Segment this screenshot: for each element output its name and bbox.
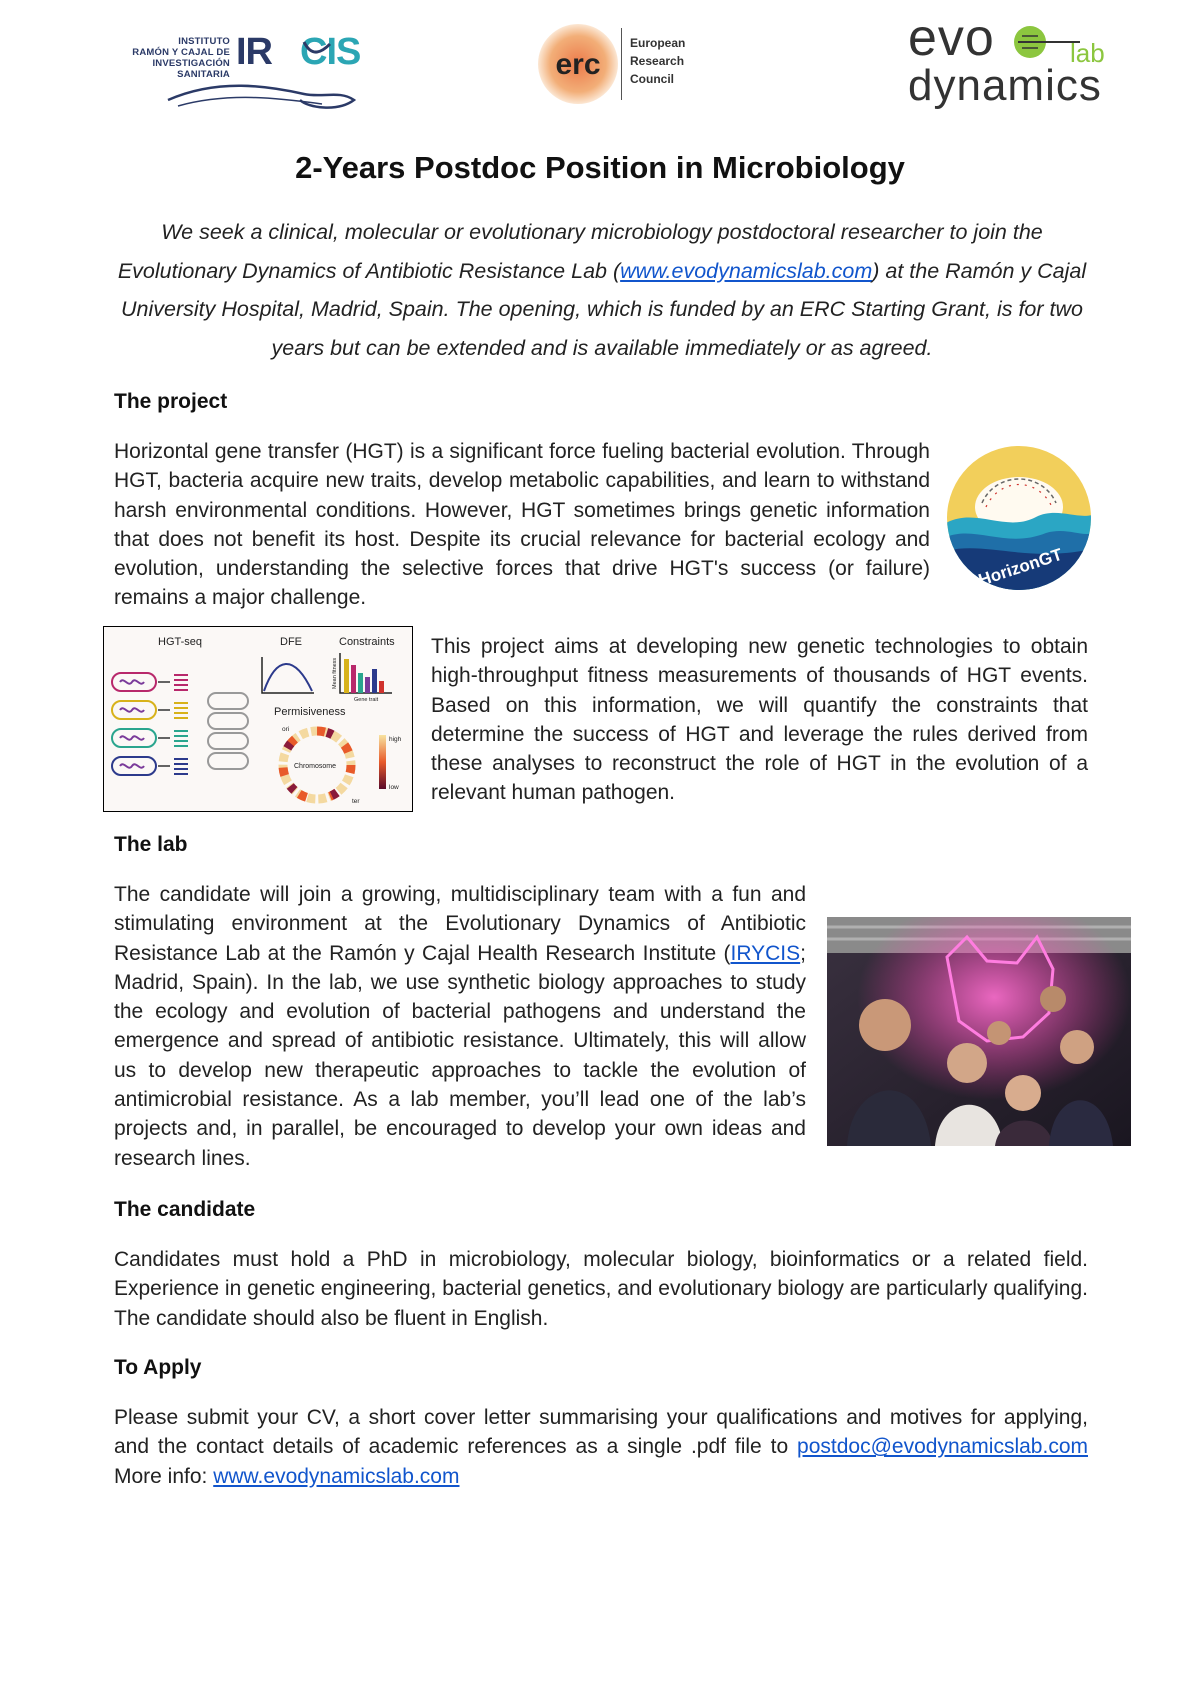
intro-website-link[interactable]: www.evodynamicslab.com	[620, 258, 873, 283]
candidate-heading: The candidate	[114, 1198, 256, 1221]
irycis-logo-mark: IR CIS	[236, 31, 361, 73]
evo-logo-top: evo	[908, 9, 995, 67]
erc-dots-icon	[535, 22, 621, 106]
candidate-paragraph: Candidates must hold a PhD in microbiology, molecular biology, bioinformatics or a related field. Experience in genetic engineering, bacterial genetics, and evolutionary biology are particularly qualifying. The candidate should also be fluent in English.	[114, 1248, 1088, 1330]
bacteria-cells-icon	[112, 673, 170, 775]
svg-text:Chromosome: Chromosome	[294, 763, 337, 770]
lab-paragraph: The candidate will join a growing, multidisciplinary team with a fun and stimulating environment at the Evolutionary Dynamics of Antibiotic Resistance Lab at the Ramón y Cajal Health Research Institute (IRYCIS; Madrid, Spain). In the lab, we use synthetic biology approaches to study the ecology and evolution of bacterial pathogens and understand the emergence and spread of antibiotic resistance. Ultimately, this will allow us to develop new therapeutic approaches to tackle the evolution of antimicrobial resistance. As a lab member, you’ll lead one of the lab’s projects and, in parallel, be encouraged to develop your own ideas and research lines.	[114, 883, 806, 1170]
erc-logo	[535, 22, 695, 106]
dfe-curve-icon	[262, 657, 314, 693]
project-paragraph-2: This project aims at developing new genetic technologies to obtain high-throughput fitness measurements of thousands of HGT events. Based on this information, we will quantify the constraints that determine the success of HGT and leverage the rules derived from these analyses to reconstruct the role of HGT in the evolution of a relevant human pathogen.	[431, 635, 1088, 805]
irycis-link[interactable]: IRYCIS	[730, 941, 801, 965]
svg-text:erc: erc	[555, 48, 601, 81]
email-link[interactable]: postdoc@evodynamicslab.com	[797, 1435, 1088, 1459]
apply-heading: To Apply	[114, 1356, 202, 1379]
constraints-bars-icon	[332, 653, 392, 703]
irycis-swirl-icon	[108, 28, 370, 110]
hgt-figure-graphic	[104, 627, 411, 810]
project-heading: The project	[114, 390, 228, 413]
lab-team-photo	[827, 917, 1131, 1146]
evodynamics-logo	[908, 9, 1118, 110]
chromosome-ring-icon	[282, 726, 360, 805]
apply-paragraph: Please submit your CV, a short cover letter summarising your qualifications and motives for applying, and the contact details of academic references as a single .pdf file to postdoc@evodynamicslab.com More info: www.evodynamicslab.com	[114, 1406, 1088, 1488]
fig-label-hgt-seq: HGT-seq	[158, 636, 203, 648]
svg-text:Mean fitness: Mean fitness	[332, 657, 338, 689]
fig-label-dfe: DFE	[280, 636, 302, 648]
svg-text:high: high	[389, 736, 402, 743]
page-title: 2-Years Postdoc Position in Microbiology	[295, 150, 905, 185]
fig-label-constraints: Constraints	[339, 636, 395, 648]
permissiveness-scale-icon	[379, 735, 402, 791]
evo-logo-lab: lab	[1070, 38, 1105, 68]
intro-paragraph: We seek a clinical, molecular or evolutionary microbiology postdoctoral researcher to join the Evolutionary Dynamics of Antibiotic Resistance Lab (www.evodynamicslab.com) at the Ramón y Cajal University Hospital, Madrid, Spain. The opening, which is funded by an ERC Starting Grant, is for two years but can be extended and is available immediately or as agreed.	[117, 220, 1087, 360]
svg-text:Gene trait: Gene trait	[354, 697, 379, 703]
pooled-cells-icon	[208, 693, 248, 769]
svg-text:ter: ter	[352, 798, 360, 805]
erc-divider	[621, 28, 622, 100]
sequencing-reads-icon	[174, 675, 188, 774]
horizongt-logo	[946, 445, 1092, 591]
evo-logo-bottom: dynamics	[908, 61, 1102, 110]
lab-heading: The lab	[114, 833, 188, 856]
svg-text:ori: ori	[282, 726, 290, 733]
website-link[interactable]: www.evodynamicslab.com	[213, 1464, 460, 1488]
irycis-logo	[108, 28, 370, 110]
erc-logo-text: European Research Council	[630, 36, 686, 86]
project-paragraph-1: Horizontal gene transfer (HGT) is a significant force fueling bacterial evolution. Through HGT, bacteria acquire new traits, develop metabolic capabilities, and learn to withstand harsh environmental conditions. However, HGT sometimes brings genetic information that does not benefit its host. Despite its crucial relevance for bacterial ecology and evolution, understanding the selective forces that drive HGT's success (or failure) remains a major challenge.	[114, 440, 930, 610]
svg-text:HorizonGT: HorizonGT	[976, 544, 1065, 590]
fig-label-permissiveness: Permisiveness	[274, 706, 346, 718]
hgt-seq-figure	[103, 626, 413, 812]
svg-text:low: low	[389, 784, 399, 791]
irycis-logo-small-text: INSTITUTO RAMÓN Y CAJAL DE INVESTIGACIÓN SANITARIA	[132, 36, 230, 80]
